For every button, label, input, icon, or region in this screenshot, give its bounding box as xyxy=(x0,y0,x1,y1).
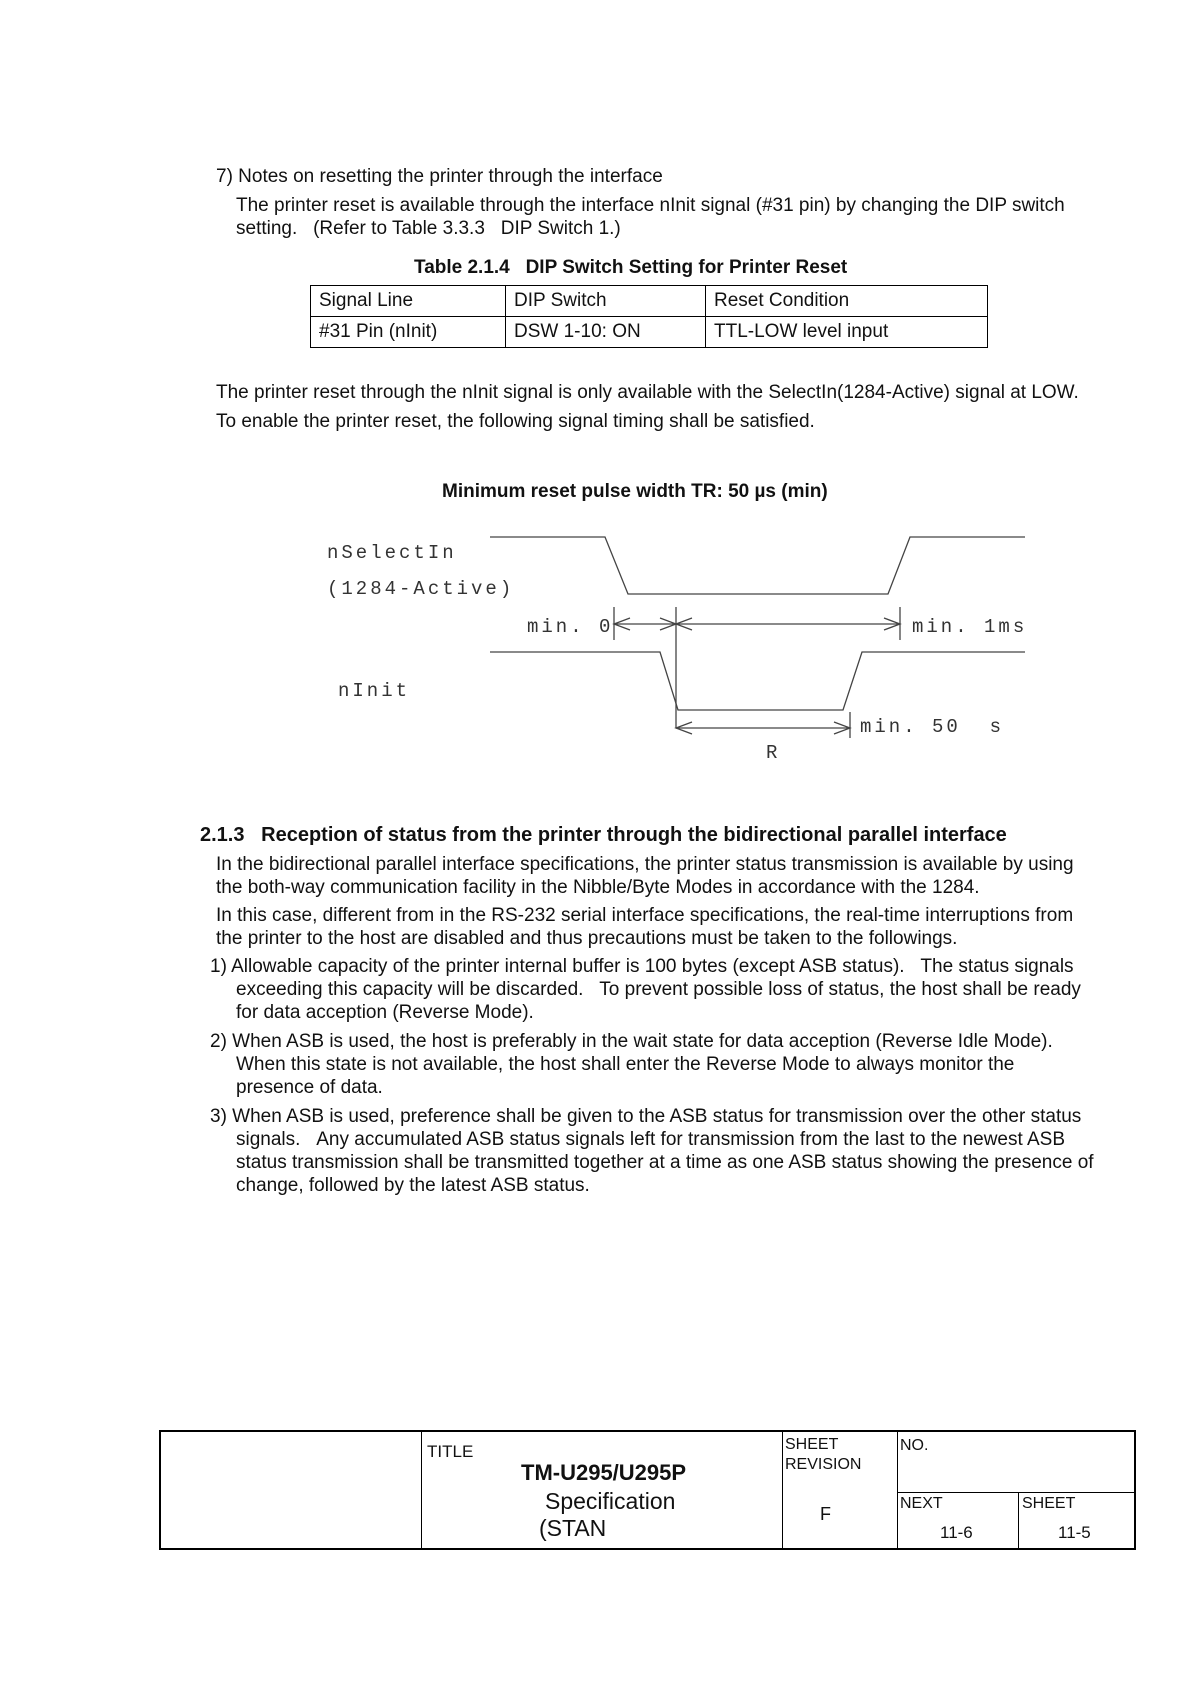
label-1284-active: (1284-Active) xyxy=(327,578,515,600)
paragraph-line: the printer to the host are disabled and thus precautions must be taken to the followings. xyxy=(216,928,958,949)
doc-title-line1: Specification xyxy=(545,1488,676,1514)
product-name: TM-U295/U295P xyxy=(521,1460,687,1485)
cell-reset-condition: TTL-LOW level input xyxy=(706,317,988,348)
no-label: NO. xyxy=(900,1437,929,1454)
list-item-2-line1: 2) When ASB is used, the host is preferably in the wait state for data acception (Reverse Idle Mode). xyxy=(210,1031,1053,1052)
list-item-3-line3: status transmission shall be transmitted together at a time as one ASB status showing the presence of xyxy=(236,1152,1094,1173)
label-nselectin: nSelectIn xyxy=(327,542,457,564)
revision-value: F xyxy=(820,1504,831,1524)
after-table-line1: The printer reset through the nInit signal is only available with the SelectIn(1284-Active) signal at LOW. xyxy=(216,382,1079,403)
title-label: TITLE xyxy=(427,1442,474,1461)
next-label: NEXT xyxy=(900,1495,943,1512)
section-213-heading: 2.1.3 Reception of status from the printer through the bidirectional parallel interface xyxy=(200,824,1007,846)
label-min50s: min. 50 s xyxy=(860,716,1005,738)
list-item-1-line3: for data acception (Reverse Mode). xyxy=(236,1002,534,1023)
sheet-value: 11-5 xyxy=(1058,1523,1091,1542)
doc-title-line2: (STAN xyxy=(539,1515,607,1541)
table-caption: Table 2.1.4 DIP Switch Setting for Printer Reset xyxy=(414,257,848,278)
list-item-1-line2: exceeding this capacity will be discarded. To prevent possible loss of status, the host shall be ready xyxy=(236,979,1081,1000)
section-7-paragraph-line1: The printer reset is available through the interface nInit signal (#31 pin) by changing the DIP switch xyxy=(236,195,1065,216)
header-signal-line: Signal Line xyxy=(311,286,506,317)
list-item-2-line2: When this state is not available, the host shall enter the Reverse Mode to always monitor the xyxy=(236,1054,1015,1075)
cell-dip-switch: DSW 1-10: ON xyxy=(506,317,706,348)
header-dip-switch: DIP Switch xyxy=(506,286,706,317)
label-r: R xyxy=(766,742,781,764)
timing-title: Minimum reset pulse width TR: 50 µs (min) xyxy=(442,481,828,502)
paragraph-line: In the bidirectional parallel interface specifications, the printer status transmission is available by using xyxy=(216,854,1074,875)
paragraph-line: the both-way communication facility in the Nibble/Byte Modes in accordance with the 1284. xyxy=(216,877,980,898)
sheet-label: SHEET xyxy=(1022,1495,1076,1512)
cell-signal-line: #31 Pin (nInit) xyxy=(311,317,506,348)
timing-diagram xyxy=(0,0,1190,800)
sheet-revision-label-line2: REVISION xyxy=(785,1456,862,1473)
list-item-2-line3: presence of data. xyxy=(236,1077,383,1098)
nselectin-waveform xyxy=(490,537,1025,594)
title-block xyxy=(159,1430,1136,1550)
list-item-1-line1: 1) Allowable capacity of the printer internal buffer is 100 bytes (except ASB status). The status signals xyxy=(210,956,1074,977)
sheet-revision-label-line1: SHEET xyxy=(785,1436,839,1453)
list-item-3-line4: change, followed by the latest ASB status. xyxy=(236,1175,590,1196)
list-item-3-line1: 3) When ASB is used, preference shall be given to the ASB status for transmission over the other status xyxy=(210,1106,1082,1127)
list-item-3-line2: signals. Any accumulated ASB status signals left for transmission from the last to the newest ASB xyxy=(236,1129,1066,1150)
after-table-line2: To enable the printer reset, the following signal timing shall be satisfied. xyxy=(216,411,815,432)
next-sheet-value: 11-6 xyxy=(940,1523,973,1542)
label-min0: min. 0 xyxy=(527,616,614,638)
paragraph-line: In this case, different from in the RS-232 serial interface specifications, the real-time interruptions from xyxy=(216,905,1074,926)
ninit-waveform xyxy=(490,652,1025,710)
label-ninit: nInit xyxy=(338,680,411,702)
section-7-paragraph-line2: setting. (Refer to Table 3.3.3 DIP Switch 1.) xyxy=(236,218,621,239)
section-7-heading: 7) Notes on resetting the printer through the interface xyxy=(216,166,663,187)
label-min1ms: min. 1ms xyxy=(912,616,1028,638)
header-reset-condition: Reset Condition xyxy=(706,286,988,317)
